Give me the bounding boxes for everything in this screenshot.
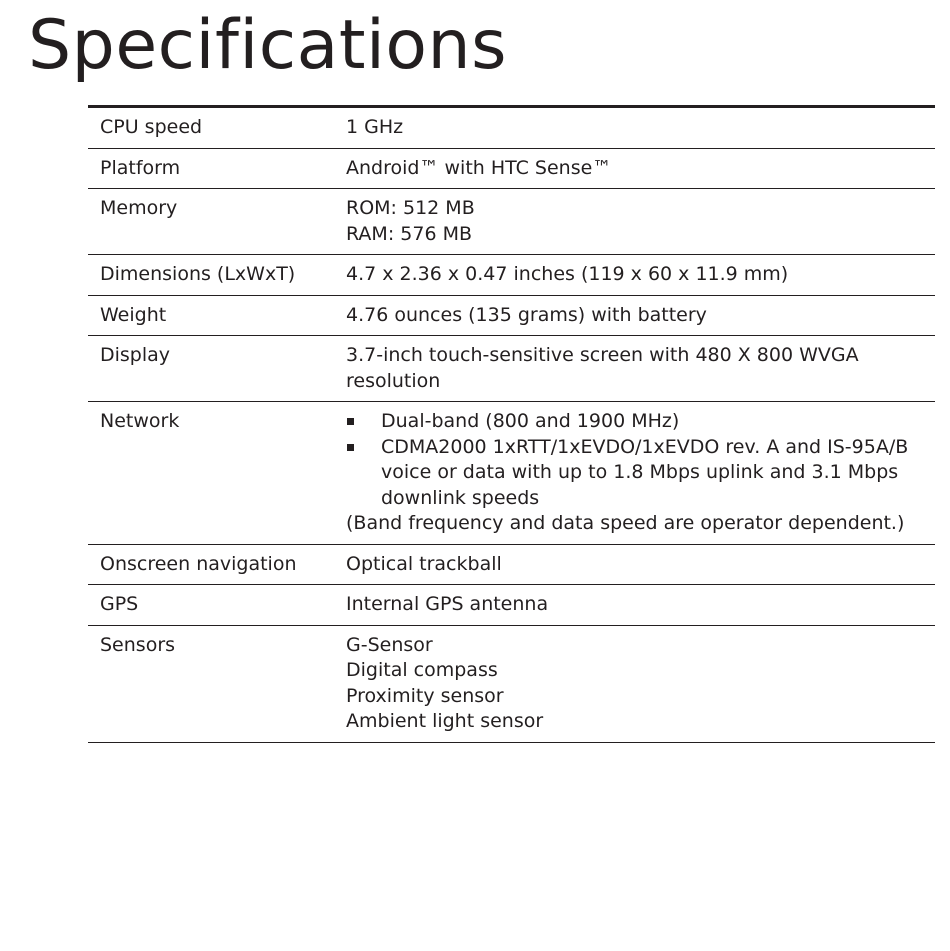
network-note: (Band frequency and data speed are operator dependent.) [346, 512, 905, 534]
sensor-item: Ambient light sensor [346, 710, 544, 732]
sensor-item: Proximity sensor [346, 684, 504, 707]
network-bullet-text: Dual-band (800 and 1900 MHz) [381, 410, 680, 432]
spec-label: GPS [100, 593, 139, 615]
spec-label: Network [100, 410, 180, 432]
spec-value [346, 189, 935, 255]
spec-row-platform [88, 148, 935, 189]
spec-label: Platform [100, 156, 181, 179]
spec-value: Optical trackball [346, 552, 502, 575]
spec-value: Android™ with HTC Sense™ [346, 156, 612, 179]
spec-row-display [88, 336, 935, 402]
square-bullet-icon [347, 418, 354, 425]
spec-label: Weight [100, 303, 167, 326]
spec-value [346, 402, 935, 545]
spec-label: Dimensions (LxWxT) [100, 263, 296, 285]
spec-row-sensors [88, 625, 935, 742]
sensor-item: G-Sensor [346, 633, 433, 656]
spec-row-gps [88, 585, 935, 626]
spec-row-navigation [88, 544, 935, 585]
square-bullet-icon [347, 444, 354, 451]
memory-rom: ROM: 512 MB [346, 197, 475, 219]
spec-value: 4.76 ounces (135 grams) with battery [346, 303, 707, 326]
page-title: Specifications [28, 6, 508, 85]
network-bullet-text: CDMA2000 1xRTT/1xEVDO/1xEVDO rev. A and IS-95A/B voice or data with up to 1.8 Mbps uplink and 3.1 Mbps downlink speeds [381, 435, 909, 509]
spec-row-dimensions [88, 255, 935, 296]
spec-row-weight [88, 295, 935, 336]
spec-row-memory [88, 189, 935, 255]
spec-value: 3.7-inch touch-sensitive screen with 480 X 800 WVGA resolution [346, 344, 859, 392]
sensor-item: Digital compass [346, 659, 498, 681]
spec-label: Memory [100, 197, 178, 219]
memory-ram: RAM: 576 MB [346, 222, 472, 245]
spec-row-cpu-speed [88, 107, 935, 149]
spec-value: 1 GHz [346, 116, 404, 138]
network-bullet-list [346, 409, 925, 511]
spec-label: CPU speed [100, 116, 203, 138]
spec-label: Onscreen navigation [100, 552, 297, 575]
spec-value [346, 625, 935, 742]
spec-label: Sensors [100, 633, 176, 656]
spec-table [88, 105, 935, 743]
spec-label: Display [100, 344, 171, 366]
list-item [346, 409, 925, 435]
spec-value: Internal GPS antenna [346, 593, 549, 615]
spec-row-network [88, 402, 935, 545]
list-item [346, 435, 925, 512]
spec-value: 4.7 x 2.36 x 0.47 inches (119 x 60 x 11.9 mm) [346, 263, 789, 285]
